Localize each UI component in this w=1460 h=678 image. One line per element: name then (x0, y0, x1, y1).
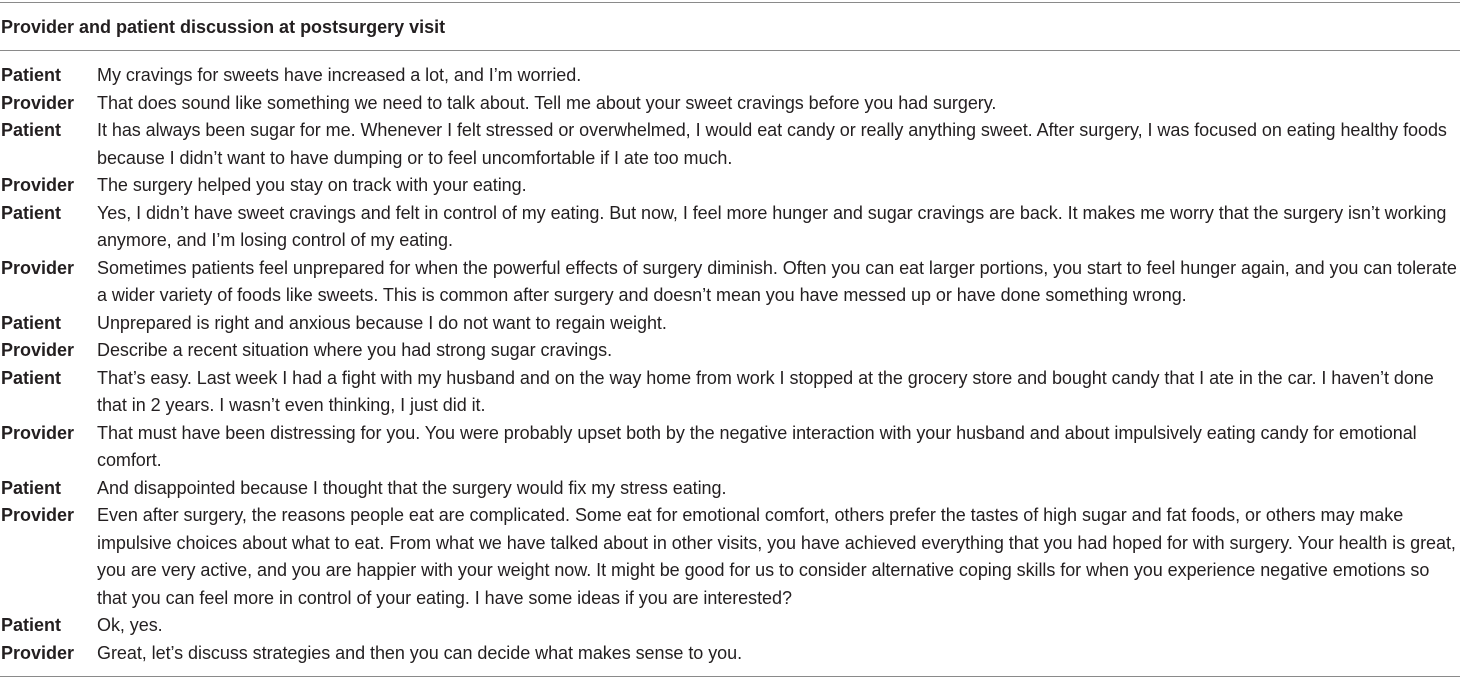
speaker-label: Provider (1, 642, 75, 663)
utterance-text: And disappointed because I thought that the surgery would fix my stress eating. (97, 477, 727, 498)
utterance-text: That does sound like something we need to talk about. Tell me about your sweet cravings before you had surgery. (97, 92, 997, 113)
speaker-label: Patient (1, 615, 62, 635)
table-row (0, 90, 1460, 118)
speaker-label: Patient (1, 120, 62, 140)
table-title: Provider and patient discussion at postsurgery visit (1, 17, 446, 37)
speaker-label: Provider (1, 422, 75, 443)
table-row (0, 172, 1460, 200)
utterance-text: Great, let’s discuss strategies and then you can decide what makes sense to you. (97, 642, 743, 663)
table-row (0, 255, 1460, 310)
speaker-label: Patient (1, 477, 62, 498)
speaker-label: Patient (1, 65, 62, 85)
table-row (0, 475, 1460, 503)
table-row (0, 337, 1460, 365)
utterance-text: Describe a recent situation where you had strong sugar cravings. (97, 340, 613, 360)
speaker-label: Patient (1, 367, 62, 388)
table-row (0, 420, 1460, 475)
speaker-label: Provider (1, 92, 75, 113)
utterance-text: Ok, yes. (97, 615, 163, 635)
utterance-text: Sometimes patients feel unprepared for when the powerful effects of surgery diminish. Often you can eat larger portions, you start to feel hunger again, and you can tolerate a wider variety of foods like sweets. This is common after surgery and doesn’t mean you have messed up or have done something wrong. (97, 257, 1457, 305)
speaker-label: Provider (1, 505, 75, 525)
utterance-text: Unprepared is right and anxious because I do not want to regain weight. (97, 312, 667, 333)
table-row (0, 365, 1460, 420)
table-row (0, 200, 1460, 255)
speaker-label: Patient (1, 202, 62, 223)
speaker-label: Provider (1, 175, 75, 195)
table-row (0, 117, 1460, 172)
table-row (0, 612, 1460, 640)
utterance-text: That must have been distressing for you. You were probably upset both by the negative interaction with your husband and about impulsively eating candy for emotional comfort. (97, 422, 1417, 470)
table-row (0, 502, 1460, 612)
utterance-text: Yes, I didn’t have sweet cravings and felt in control of my eating. But now, I feel more hunger and sugar cravings are back. It makes me worry that the surgery isn’t working anymore, and I’m losing control of my eating. (97, 202, 1447, 250)
table-top-rule (0, 2, 1460, 3)
table-row (0, 62, 1460, 90)
dialogue-rows (0, 62, 1460, 667)
utterance-text: Even after surgery, the reasons people eat are complicated. Some eat for emotional comfort, others prefer the tastes of high sugar and fat foods, or others may make impulsive choices about what to eat. From what we have talked about in other visits, you have achieved everything that you had hoped for with surgery. Your health is great, you are very active, and you are happier with your weight now. It might be good for us to consider alternative coping skills for when you experience negative emotions so that you can feel more in control of your eating. I have some ideas if you are interested? (97, 505, 1456, 608)
utterance-text: It has always been sugar for me. Whenever I felt stressed or overwhelmed, I would eat candy or really anything sweet. After surgery, I was focused on eating healthy foods because I didn’t want to have dumping or to feel uncomfortable if I ate too much. (97, 120, 1447, 168)
table-row (0, 640, 1460, 668)
table-row (0, 310, 1460, 338)
utterance-text: The surgery helped you stay on track with your eating. (97, 175, 527, 195)
header-rule (0, 50, 1460, 51)
speaker-label: Provider (1, 257, 75, 278)
speaker-label: Provider (1, 340, 75, 360)
table-bottom-rule (0, 676, 1460, 677)
utterance-text: My cravings for sweets have increased a lot, and I’m worried. (97, 65, 582, 85)
utterance-text: That’s easy. Last week I had a fight with my husband and on the way home from work I stopped at the grocery store and bought candy that I ate in the car. I haven’t done that in 2 years. I wasn’t even thinking, I just did it. (97, 367, 1434, 415)
speaker-label: Patient (1, 312, 62, 333)
